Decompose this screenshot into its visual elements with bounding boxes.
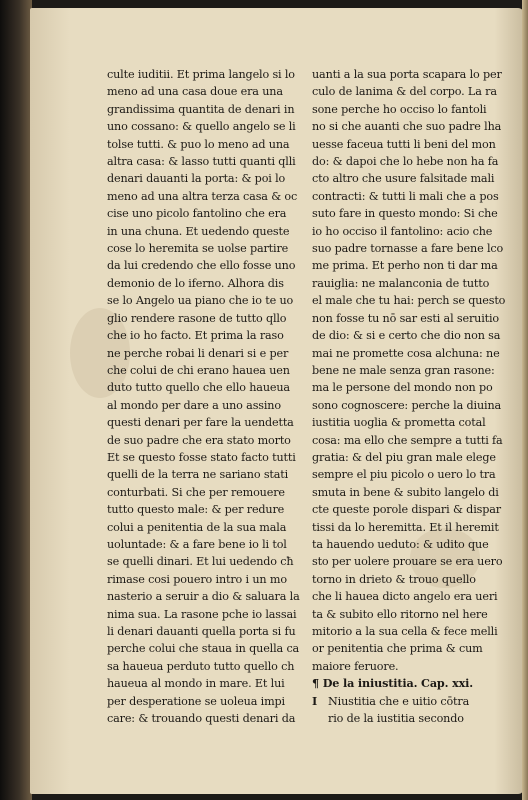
text-line: in una chuna. Et uedendo queste <box>107 224 290 238</box>
text-line: ta hauendo ueduto: & udito que <box>312 537 489 551</box>
text-line: haueua al mondo in mare. Et lui <box>107 677 285 691</box>
text-line: li denari dauanti quella porta si fu <box>107 625 296 638</box>
text-line: sempre el piu picolo o uero lo tra <box>312 468 496 482</box>
text-line: ne perche robai li denari si e per <box>107 346 289 360</box>
text-line: mai ne promette cosa alchuna: ne <box>312 346 500 360</box>
text-line: culo de lanima & del corpo. La ra <box>312 85 497 99</box>
text-line: contracti: & tutti li mali che a pos <box>312 189 499 203</box>
chapter-line-text: Niustitia che e uitio cōtra <box>328 694 470 708</box>
text-line: gratia: & del piu gran male elege <box>312 450 496 464</box>
text-line: ma le persone del mondo non po <box>312 381 493 395</box>
text-line: iustitia uoglia & prometta cotal <box>312 416 486 430</box>
text-line: sone perche ho occiso lo fantoli <box>312 102 487 116</box>
text-line: smuta in bene & subito langelo di <box>312 485 499 499</box>
text-line: culte iuditii. Et prima langelo si lo <box>107 68 295 81</box>
text-line: ta & subito ello ritorno nel here <box>312 607 488 621</box>
text-line: io ho occiso il fantolino: acio che <box>312 224 493 238</box>
text-line: sa haueua perduto tutto quello ch <box>107 659 295 673</box>
text-line: me prima. Et perho non ti dar ma <box>312 259 498 273</box>
text-line: tissi da lo heremitta. Et il heremit <box>312 520 499 534</box>
book-gutter <box>0 0 32 800</box>
text-line: sto per uolere prouare se era uero <box>312 555 503 569</box>
text-line: non fosse tu nō sar esti al seruitio <box>312 311 500 325</box>
right-text-body <box>312 66 512 675</box>
text-line: or penitentia che prima & cum <box>312 642 483 656</box>
text-line: no si che auanti che suo padre lha <box>312 120 502 134</box>
text-line: tolse tutti. & puo lo meno ad una <box>107 137 290 151</box>
text-line: uanti a la sua porta scapara lo per <box>312 68 502 81</box>
text-line: cise uno picolo fantolino che era <box>107 207 287 221</box>
left-text-column <box>107 66 303 727</box>
right-text-column <box>312 66 512 727</box>
text-line: suto fare in questo mondo: Si che <box>312 207 498 221</box>
text-line: cte queste porole dispari & dispar <box>312 503 501 517</box>
text-line: glio rendere rasone de tutto qllo <box>107 311 287 325</box>
text-line: denari dauanti la porta: & poi lo <box>107 172 286 186</box>
text-line: nima sua. La rasone pche io lassai <box>107 607 297 621</box>
text-line: colui a penitentia de la sua mala <box>107 520 287 534</box>
chapter-initial: I <box>312 693 318 708</box>
page-edge <box>522 0 528 800</box>
text-line: nasterio a seruir a dio & saluara la <box>107 590 300 604</box>
chapter-heading: ¶ De la iniustitia. Cap. xxi. <box>312 676 473 691</box>
text-line: conturbati. Si che per remouere <box>107 485 285 499</box>
chapter-line <box>312 710 512 727</box>
text-line: de suo padre che era stato morto <box>107 433 291 447</box>
text-line: grandissima quantita de denari in <box>107 102 295 116</box>
text-line: demonio de lo iferno. Alhora dis <box>107 276 284 290</box>
text-line: che io ho facto. Et prima la raso <box>107 329 284 343</box>
text-line: maiore feruore. <box>312 659 399 673</box>
text-line: se quelli dinari. Et lui uedendo cħ <box>107 555 294 569</box>
text-line: questi denari per fare la uendetta <box>107 416 294 430</box>
text-line: uoluntade: & a fare bene io li tol <box>107 537 287 551</box>
text-line: Et se questo fosse stato facto tutti <box>107 450 296 464</box>
text-line: cose lo heremita se uolse partire <box>107 242 289 256</box>
text-line: suo padre tornasse a fare bene lco <box>312 242 504 256</box>
text-line: cto altro che usure falsitade mali <box>312 172 495 186</box>
text-line: bene ne male senza gran rasone: <box>312 363 495 377</box>
text-line: torno in drieto & trouo quello <box>312 572 476 586</box>
text-line: perche colui che staua in quella ca <box>107 642 300 656</box>
text-line: duto tutto quello che ello haueua <box>107 381 290 395</box>
text-line: do: & dapoi che lo hebe non ha fa <box>312 155 499 169</box>
text-line: altra casa: & lasso tutti quanti qlli <box>107 155 296 169</box>
chapter-line <box>312 693 512 710</box>
text-line: de dio: & si e certo che dio non sa <box>312 329 501 343</box>
text-line: per desperatione se uoleua impi <box>107 694 285 708</box>
text-line: che colui de chi erano hauea uen <box>107 363 290 377</box>
text-line: quelli de la terra ne sariano stati <box>107 468 289 482</box>
text-line: tutto questo male: & per redure <box>107 503 285 517</box>
text-line: se lo Angelo ua piano che io te uo <box>107 294 294 308</box>
chapter-line-text: rio de la iustitia secondo <box>328 712 464 726</box>
text-line: cosa: ma ello che sempre a tutti fa <box>312 433 503 447</box>
text-line: meno ad una casa doue era una <box>107 85 283 99</box>
text-line: da lui credendo che ello fosse uno <box>107 259 296 273</box>
text-line: care: & trouando questi denari da <box>107 712 296 726</box>
text-line: che li hauea dicto angelo era ueri <box>312 590 498 604</box>
text-line: mitorio a la sua cella & fece melli <box>312 625 498 638</box>
text-line: al mondo per dare a uno assino <box>107 398 281 412</box>
text-line: rauiglia: ne malanconia de tutto <box>312 276 490 290</box>
text-line: uesse faceua tutti li beni del mon <box>312 137 496 151</box>
text-line: el male che tu hai: perch se questo <box>312 294 506 308</box>
text-line: sono cognoscere: perche la diuina <box>312 398 502 412</box>
text-line: uno cossano: & quello angelo se li <box>107 120 296 134</box>
text-line: rimase cosi pouero intro i un mo <box>107 572 287 586</box>
text-line: meno ad una altra terza casa & oc <box>107 189 298 203</box>
